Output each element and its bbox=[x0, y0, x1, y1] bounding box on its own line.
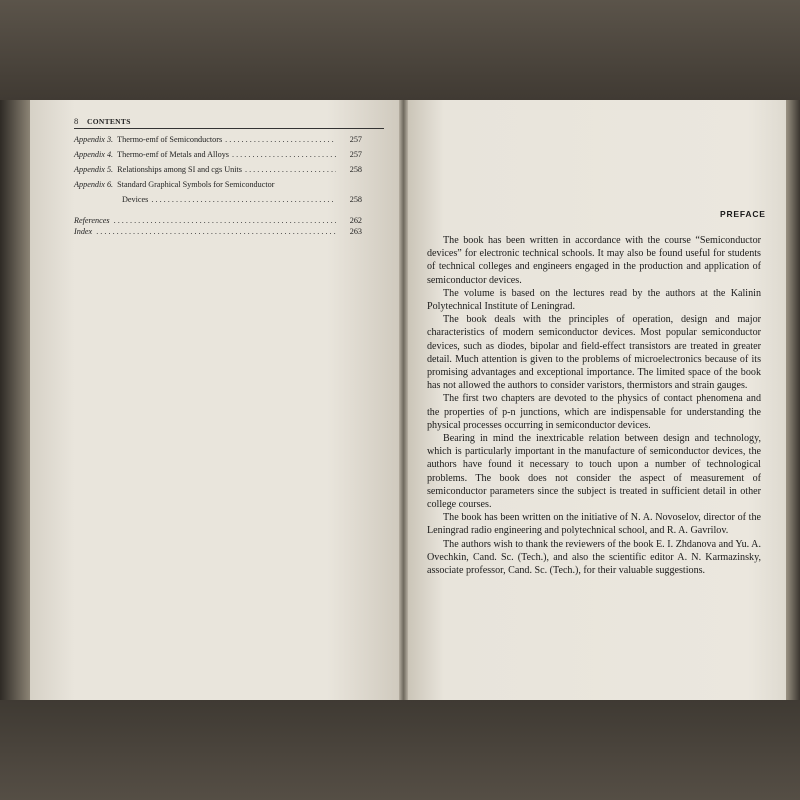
preface-paragraph: The book has been written on the initiative of N. A. Novoselov, director of the Leningrad radio engineering and polytechnical school, and R. A. Gavrilov. bbox=[427, 512, 761, 537]
preface-paragraph: The book deals with the principles of operation, design and major characteristics of modern semiconductor devices. Most popular semiconductor devices, such as diodes, bipolar and field-effect transistors are treated in greater detail. Much attention is given to the problems of microelectronics because of its promising advantages and exceptional importance. The limited space of the book has not allowed the authors to consider varistors, thermistors and strain gauges. bbox=[427, 314, 761, 392]
dot-leader bbox=[225, 132, 336, 147]
toc-spacer bbox=[74, 207, 362, 215]
preface-paragraph: The authors wish to thank the reviewers of the book E. I. Zhdanova and Yu. A. Ovechkin, Cand. Sc. (Tech.), and also the scientific editor A. N. Karmazinsky, associate professor, Cand. Sc. (Tech.), for their valuable suggestions. bbox=[427, 538, 761, 577]
toc-entry-index: Index . . . 263 bbox=[74, 226, 362, 237]
toc-entry-appendix-3: Appendix 3. Thermo-emf of Semiconductors . . . 257 bbox=[74, 132, 362, 147]
dot-leader bbox=[96, 226, 336, 237]
table-surface-bottom bbox=[0, 700, 800, 800]
toc-entry-appendix-4: Appendix 4. Thermo-emf of Metals and Alloys . . . 257 bbox=[74, 147, 362, 162]
preface-paragraph: The book has been written in accordance with the course “Semiconductor devices” for electronic technical schools. It may also be found useful for students of technical colleges and engineers engaged in the production and application of semiconductor devices. bbox=[427, 235, 761, 286]
preface-paragraph: Bearing in mind the inextricable relation between design and technology, which is particularly important in the manufacture of semiconductor devices, the authors have found it necessary to touch upon a number of technological problems. The book does not consider the aspect of measurement of semiconductor parameters since the subject is treated in sufficient detail in other college courses. bbox=[427, 433, 761, 511]
preface-paragraph: The volume is based on the lectures read by the authors at the Kalinin Polytechnical Institute of Leningrad. bbox=[427, 287, 761, 313]
dot-leader bbox=[114, 215, 336, 226]
toc-entry-references: References . . . 262 bbox=[74, 215, 362, 226]
preface-paragraph: The first two chapters are devoted to the physics of contact phenomena and the properties of p-n junctions, which are indispensable for understanding the physical processes occurring in semiconductor devices. bbox=[427, 393, 761, 431]
book-gutter bbox=[399, 100, 408, 700]
book-cover-edge-left bbox=[0, 100, 30, 700]
page-number: 8 bbox=[74, 116, 79, 126]
book-cover-edge-right bbox=[786, 100, 800, 700]
running-head bbox=[74, 116, 384, 129]
running-head-title: CONTENTS bbox=[87, 117, 131, 126]
contents-list bbox=[74, 132, 362, 237]
dot-leader bbox=[245, 162, 336, 177]
dot-leader bbox=[232, 147, 336, 162]
table-surface-top bbox=[0, 0, 800, 100]
dot-leader bbox=[151, 192, 336, 207]
toc-entry-appendix-6: Appendix 6. Standard Graphical Symbols for Semiconductor bbox=[74, 180, 275, 189]
toc-entry-appendix-5: Appendix 5. Relationships among SI and cgs Units . . . 258 bbox=[74, 162, 362, 177]
preface-heading: PREFACE bbox=[720, 209, 766, 219]
toc-entry-appendix-6-cont: Devices . . . 258 bbox=[74, 192, 362, 207]
preface-body bbox=[427, 234, 761, 577]
